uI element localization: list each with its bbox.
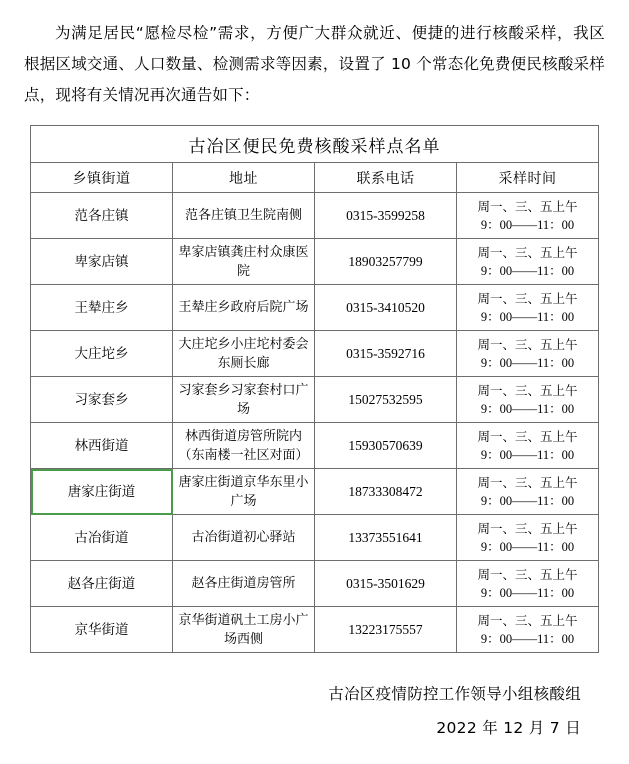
intro-paragraph: 为满足居民“愿检尽检”需求，方便广大群众就近、便捷的进行核酸采样，我区根据区域交通、人口数量、检测需求等因素，设置了 10 个常态化免费便民核酸采样点，现将有关情况再次通告如下： xyxy=(24,24,605,104)
cell-time-days: 周一、三、五上午 xyxy=(477,244,578,260)
table-row xyxy=(31,377,599,423)
cell-address: 卑家店镇龚庄村众康医院 xyxy=(173,239,315,285)
cell-address: 京华街道矾土工房小广场西侧 xyxy=(173,607,315,653)
table-row xyxy=(31,469,599,515)
cell-time-hours: 9：00——11：00 xyxy=(480,447,575,462)
cell-town: 京华街道 xyxy=(31,607,173,653)
cell-phone: 13373551641 xyxy=(315,515,457,561)
cell-town: 卑家店镇 xyxy=(31,239,173,285)
sampling-points-table-wrap xyxy=(30,125,599,653)
column-header-address: 地址 xyxy=(173,163,315,193)
cell-town: 赵各庄街道 xyxy=(31,561,173,607)
cell-time-days: 周一、三、五上午 xyxy=(477,290,578,306)
table-row xyxy=(31,331,599,377)
table-row xyxy=(31,515,599,561)
table-row xyxy=(31,193,599,239)
cell-time-days: 周一、三、五上午 xyxy=(477,428,578,444)
cell-phone: 18903257799 xyxy=(315,239,457,285)
cell-town: 习家套乡 xyxy=(31,377,173,423)
table-title: 古冶区便民免费核酸采样点名单 xyxy=(31,126,599,163)
cell-time-hours: 9：00——11：00 xyxy=(480,539,575,554)
column-header-time: 采样时间 xyxy=(457,163,599,193)
table-row xyxy=(31,423,599,469)
table-row xyxy=(31,239,599,285)
cell-time xyxy=(457,239,599,285)
cell-address: 范各庄镇卫生院南侧 xyxy=(173,193,315,239)
cell-town: 王辇庄乡 xyxy=(31,285,173,331)
cell-town: 林西街道 xyxy=(31,423,173,469)
table-row xyxy=(31,607,599,653)
cell-phone: 13223175557 xyxy=(315,607,457,653)
cell-time-days: 周一、三、五上午 xyxy=(477,382,578,398)
cell-time-hours: 9：00——11：00 xyxy=(480,631,575,646)
cell-town: 大庄坨乡 xyxy=(31,331,173,377)
cell-time-days: 周一、三、五上午 xyxy=(477,474,578,490)
table-row xyxy=(31,561,599,607)
cell-time-hours: 9：00——11：00 xyxy=(480,217,575,232)
cell-town: 范各庄镇 xyxy=(31,193,173,239)
signature-org: 古冶区疫情防控工作领导小组核酸组 xyxy=(328,685,581,703)
signature-block xyxy=(24,677,605,745)
cell-time xyxy=(457,515,599,561)
cell-time xyxy=(457,607,599,653)
cell-address: 林西街道房管所院内 （东南楼一社区对面） xyxy=(173,423,315,469)
cell-time xyxy=(457,469,599,515)
cell-time xyxy=(457,285,599,331)
cell-phone: 0315-3410520 xyxy=(315,285,457,331)
table-title-row xyxy=(31,126,599,163)
cell-phone: 15027532595 xyxy=(315,377,457,423)
cell-time-days: 周一、三、五上午 xyxy=(477,336,578,352)
cell-address: 王辇庄乡政府后院广场 xyxy=(173,285,315,331)
cell-time xyxy=(457,423,599,469)
cell-time xyxy=(457,193,599,239)
table-column-header-row xyxy=(31,163,599,193)
cell-town: 古冶街道 xyxy=(31,515,173,561)
cell-phone: 18733308472 xyxy=(315,469,457,515)
table-header xyxy=(31,126,599,193)
cell-time-hours: 9：00——11：00 xyxy=(480,309,575,324)
cell-address: 习家套乡习家套村口广场 xyxy=(173,377,315,423)
cell-time-hours: 9：00——11：00 xyxy=(480,355,575,370)
table-row xyxy=(31,285,599,331)
table-body xyxy=(31,193,599,653)
cell-time-hours: 9：00——11：00 xyxy=(480,263,575,278)
column-header-town: 乡镇街道 xyxy=(31,163,173,193)
cell-time-hours: 9：00——11：00 xyxy=(480,401,575,416)
cell-time xyxy=(457,561,599,607)
cell-time xyxy=(457,377,599,423)
column-header-phone: 联系电话 xyxy=(315,163,457,193)
cell-time-days: 周一、三、五上午 xyxy=(477,566,578,582)
sampling-points-table xyxy=(30,125,599,653)
cell-phone: 0315-3599258 xyxy=(315,193,457,239)
cell-town: 唐家庄街道 xyxy=(31,469,173,515)
cell-phone: 15930570639 xyxy=(315,423,457,469)
cell-time xyxy=(457,331,599,377)
cell-address: 古冶街道初心驿站 xyxy=(173,515,315,561)
cell-address: 唐家庄街道京华东里小广场 xyxy=(173,469,315,515)
cell-phone: 0315-3592716 xyxy=(315,331,457,377)
cell-time-hours: 9：00——11：00 xyxy=(480,585,575,600)
cell-time-days: 周一、三、五上午 xyxy=(477,198,578,214)
cell-time-hours: 9：00——11：00 xyxy=(480,493,575,508)
cell-address: 赵各庄街道房管所 xyxy=(173,561,315,607)
signature-date: 2022 年 12 月 7 日 xyxy=(436,719,581,737)
cell-address: 大庄坨乡小庄坨村委会东厕长廊 xyxy=(173,331,315,377)
cell-time-days: 周一、三、五上午 xyxy=(477,520,578,536)
cell-time-days: 周一、三、五上午 xyxy=(477,612,578,628)
cell-phone: 0315-3501629 xyxy=(315,561,457,607)
